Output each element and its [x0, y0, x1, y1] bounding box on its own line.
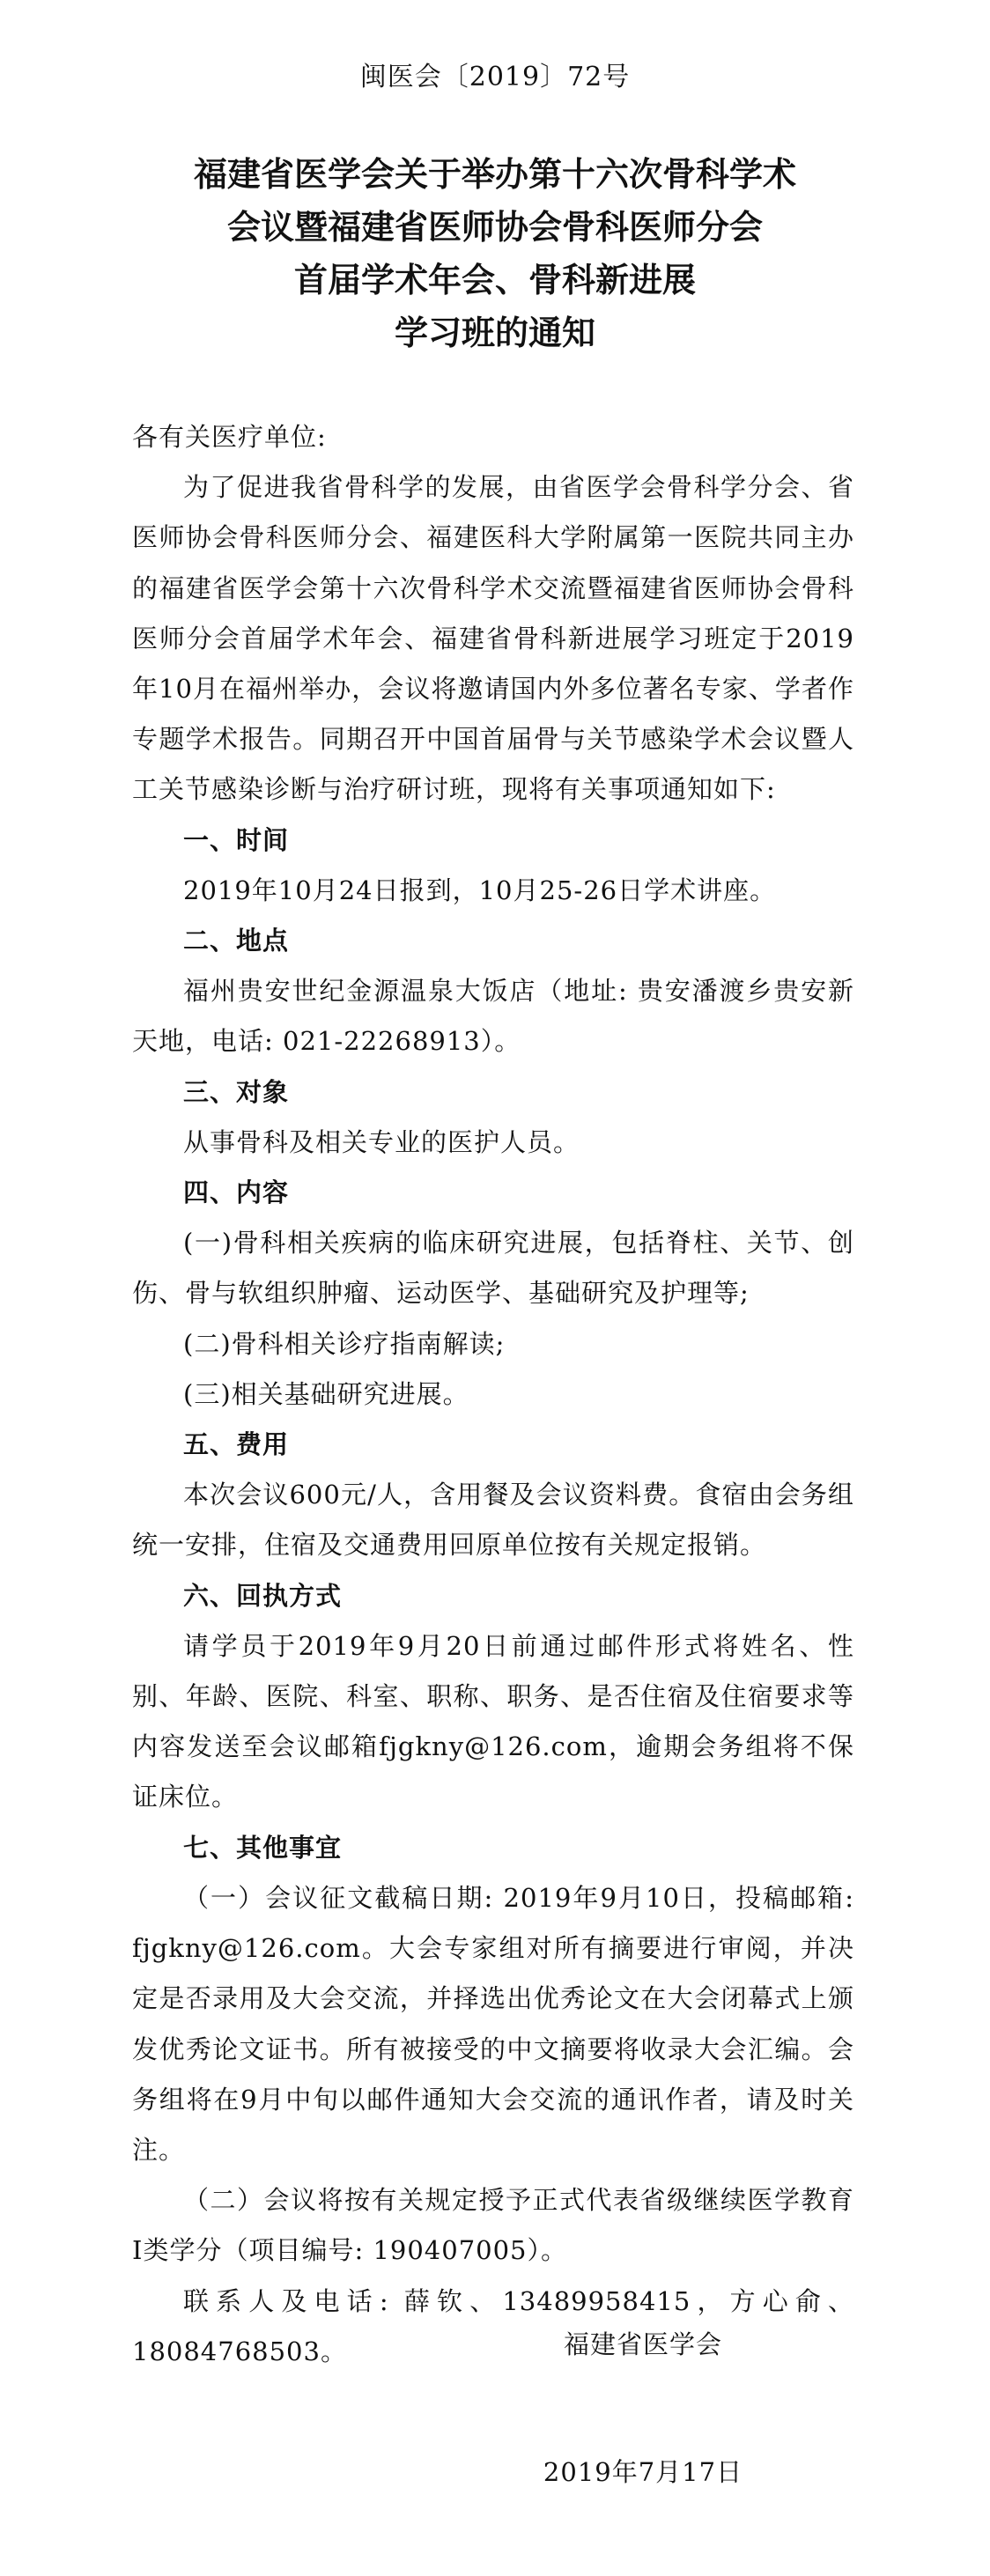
document-title	[55, 148, 935, 359]
signature-organization: 福建省医学会	[563, 2329, 722, 2359]
section-heading-other: 七、其他事宜	[183, 1832, 343, 1863]
section-heading-time: 一、时间	[183, 824, 290, 855]
section-heading-reply: 六、回执方式	[183, 1580, 343, 1611]
title-line: 首届学术年会、骨科新进展	[293, 260, 696, 299]
section-text-target: 从事骨科及相关专业的医护人员。	[183, 1126, 580, 1157]
document-number: 闽医会〔2019〕72号	[359, 62, 631, 92]
intro-paragraph: 为了促进我省骨科学的发展，由省医学会骨科学分会、省医师协会骨科医师分会、福建医科大学附属第一医院共同主办的福建省医学会第十六次骨科学术交流暨福建省医师协会骨科医师分会首届学术年会、福建省骨科新进展学习班定于2019年10月在福州举办，会议将邀请国内外多位著名专家、学者作专题学术报告。同期召开中国首届骨与关节感染学术会议暨人工关节感染诊断与治疗研讨班，现将有关事项通知如下:	[132, 472, 854, 805]
other-item: （一）会议征文截稿日期: 2019年9月10日，投稿邮箱: fjgkny@126.com。大会专家组对所有摘要进行审阅，并决定是否录用及大会交流，并择选出优秀论文在大会闭幕式上颁发优秀论文证书。所有被接受的中文摘要将收录大会汇编。会务组将在9月中旬以邮件通知大会交流的通讯作者，请及时关注。	[132, 1882, 854, 2165]
section-heading-place: 二、地点	[183, 926, 290, 956]
document-body	[132, 412, 854, 2377]
section-text-fee: 本次会议600元/人，含用餐及会议资料费。食宿由会务组统一安排，住宿及交通费用回原单位按有关规定报销。	[132, 1480, 854, 1561]
salutation: 各有关医疗单位:	[132, 422, 327, 452]
section-text-time: 2019年10月24日报到，10月25-26日学术讲座。	[183, 875, 777, 905]
section-heading-target: 三、对象	[183, 1076, 290, 1107]
title-line: 会议暨福建省医师协会骨科医师分会	[226, 207, 763, 247]
title-line: 学习班的通知	[394, 313, 595, 352]
section-heading-content: 四、内容	[183, 1177, 290, 1208]
content-item: (二)骨科相关诊疗指南解读;	[183, 1328, 506, 1359]
section-text-place: 福州贵安世纪金源温泉大饭店（地址: 贵安潘渡乡贵安新天地，电话: 021-22268913）。	[132, 976, 854, 1057]
content-item: (三)相关基础研究进展。	[183, 1378, 469, 1409]
signature-date: 2019年7月17日	[543, 2457, 743, 2487]
title-line: 福建省医学会关于举办第十六次骨科学术	[193, 154, 796, 194]
content-item: (一)骨科相关疾病的临床研究进展，包括脊柱、关节、创伤、骨与软组织肿瘤、运动医学、基础研究及护理等;	[132, 1228, 854, 1309]
other-item: （二）会议将按有关规定授予正式代表省级继续医学教育Ⅰ类学分（项目编号: 190407005）。	[132, 2185, 854, 2266]
section-text-reply: 请学员于2019年9月20日前通过邮件形式将姓名、性别、年龄、医院、科室、职称、职务、是否住宿及住宿要求等内容发送至会议邮箱fjgkny@126.com，逾期会务组将不保证床位。	[132, 1630, 854, 1812]
section-heading-fee: 五、费用	[183, 1429, 290, 1460]
contact-line: 联系人及电话: 薛钦、13489958415，方心俞、18084768503。	[132, 2285, 854, 2366]
